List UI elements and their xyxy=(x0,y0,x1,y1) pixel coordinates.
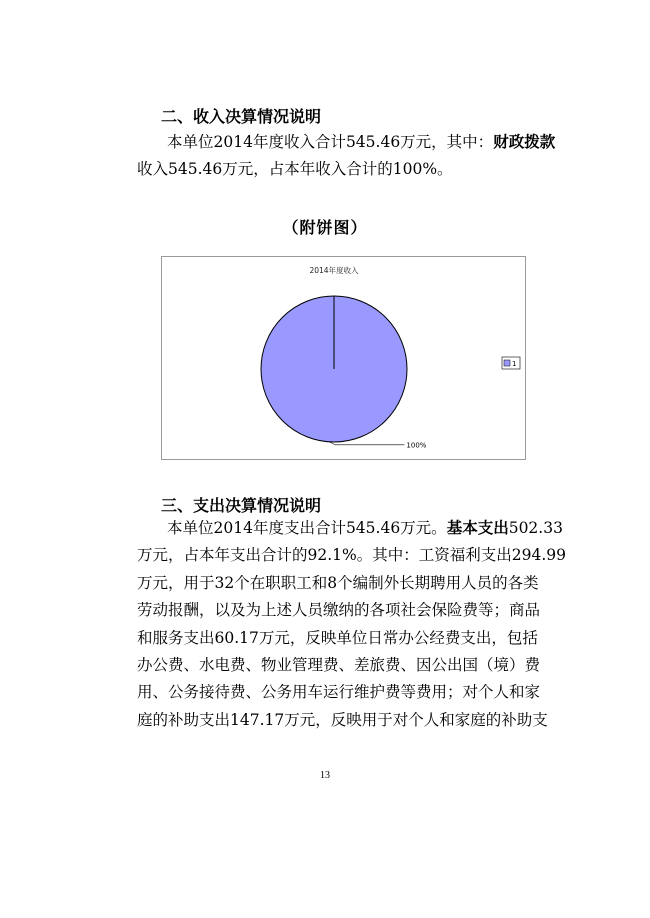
chart-legend xyxy=(502,357,520,369)
section3-line-1 xyxy=(137,514,563,542)
chart-title: 2014年度收入 xyxy=(309,266,359,275)
section3-line-8: 庭的补助支出147.17万元，反映用于对个人和家庭的补助支 xyxy=(137,710,548,729)
pie-data-label-0: 100% xyxy=(406,441,427,450)
section3-line-7: 用、公务接待费、公务用车运行维护费等费用；对个人和家 xyxy=(137,683,541,702)
section3-line1-text: 本单位2014年度支出合计545.46万元。 xyxy=(167,519,447,537)
section2-line-1 xyxy=(137,128,556,156)
section3-line1-tail: 502.33 xyxy=(508,519,563,537)
section3-line-6: 办公费、水电费、物业管理费、差旅费、因公出国（境）费 xyxy=(137,656,541,675)
section2-line-2: 收入545.46万元，占本年收入合计的100%。 xyxy=(137,160,453,179)
section3-line-3: 万元，用于32个在职职工和8个编制外长期聘用人员的各类 xyxy=(137,573,539,592)
legend-swatch-0 xyxy=(504,360,510,366)
section3-line-4: 劳动报酬，以及为上述人员缴纳的各项社会保险费等；商品 xyxy=(137,601,541,620)
section2-heading: 二、收入决算情况说明 xyxy=(161,107,322,126)
legend-label-0: 1 xyxy=(512,360,517,368)
pie-data-labels xyxy=(329,441,426,449)
section2-paragraph xyxy=(137,128,556,184)
pie-slices xyxy=(261,296,407,442)
figure-caption: （附饼图） xyxy=(282,218,368,237)
pie-chart-svg xyxy=(162,257,525,459)
section3-line-5: 和服务支出60.17万元，反映单位日常办公经费支出，包括 xyxy=(137,628,538,647)
pie-leader-line-0 xyxy=(329,442,404,445)
section3-line-2: 万元，占本年支出合计的92.1%。其中：工资福利支出294.99 xyxy=(137,546,566,565)
section2-line1-bold: 财政拨款 xyxy=(493,132,556,151)
section3-heading: 三、支出决算情况说明 xyxy=(161,496,322,515)
page-number: 13 xyxy=(320,770,330,781)
section3-paragraph xyxy=(137,514,566,734)
section3-line1-bold: 基本支出 xyxy=(446,518,509,537)
pie-chart xyxy=(161,256,526,460)
section2-line1-text: 本单位2014年度收入合计545.46万元，其中： xyxy=(167,133,494,151)
